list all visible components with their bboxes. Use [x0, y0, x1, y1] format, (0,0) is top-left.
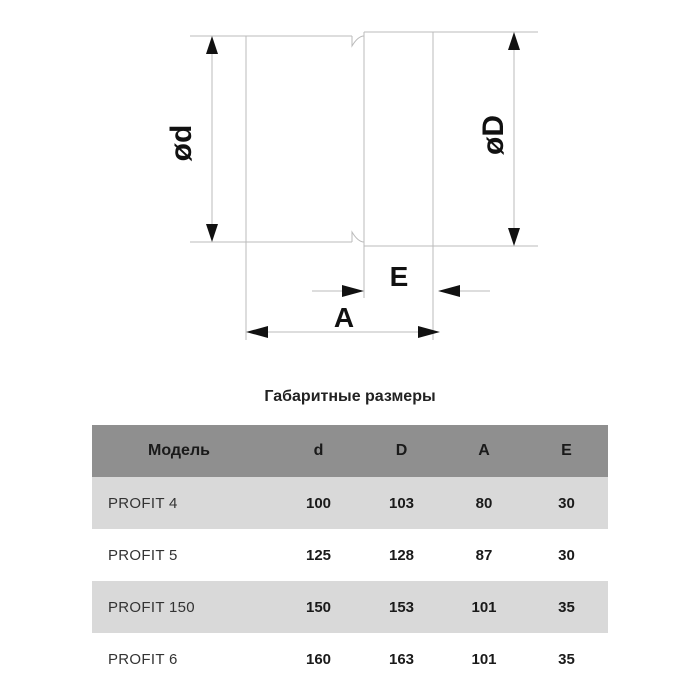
- arrow-A-left-icon: [246, 326, 268, 338]
- arrowheads: [206, 32, 520, 338]
- cell-E: 30: [558, 546, 575, 564]
- cell-d: 160: [305, 650, 332, 668]
- label-D: øD: [477, 115, 510, 155]
- cell-D: 103: [388, 494, 415, 512]
- arrow-A-right-icon: [418, 326, 440, 338]
- cell-E: 35: [558, 598, 575, 616]
- arrow-d-up-icon: [206, 36, 218, 54]
- cell-d: 150: [305, 598, 332, 616]
- cell-E: 35: [558, 650, 575, 668]
- label-d: ød: [165, 124, 198, 162]
- table-header-row: [92, 425, 608, 477]
- cell-A: 87: [475, 546, 493, 564]
- step-bottom: [352, 232, 364, 242]
- header-model: Модель: [148, 442, 210, 459]
- arrow-E-left-icon: [342, 285, 364, 297]
- cell-D: 163: [388, 650, 415, 668]
- table-row: [92, 581, 608, 633]
- cell-E: 30: [558, 494, 575, 512]
- pipe-outline: [190, 32, 538, 340]
- arrow-D-up-icon: [508, 32, 520, 50]
- dimensions-table: [92, 425, 608, 685]
- cell-d: 125: [305, 546, 332, 564]
- cell-A: 80: [475, 494, 493, 512]
- cell-model: PROFIT 150: [108, 598, 195, 616]
- header-d: d: [313, 442, 324, 459]
- header-A: A: [478, 442, 490, 459]
- cell-A: 101: [471, 650, 497, 668]
- cell-d: 100: [305, 494, 332, 512]
- cell-A: 101: [471, 598, 497, 616]
- dimension-lines: [212, 46, 514, 332]
- table-title: Габаритные размеры: [264, 388, 436, 405]
- arrow-d-down-icon: [206, 224, 218, 242]
- arrow-E-right-icon: [438, 285, 460, 297]
- cell-D: 153: [388, 598, 415, 616]
- cell-model: PROFIT 6: [108, 650, 178, 668]
- table-row: [92, 477, 608, 529]
- header-D: D: [395, 442, 408, 459]
- arrow-D-down-icon: [508, 228, 520, 246]
- label-A: A: [333, 302, 355, 333]
- table-row: [92, 633, 608, 685]
- cell-D: 128: [388, 546, 415, 564]
- header-E: E: [561, 442, 572, 459]
- step-top: [352, 36, 364, 46]
- table-row: [92, 529, 608, 581]
- label-E: E: [389, 261, 409, 292]
- cell-model: PROFIT 5: [108, 546, 178, 564]
- cell-model: PROFIT 4: [108, 494, 178, 512]
